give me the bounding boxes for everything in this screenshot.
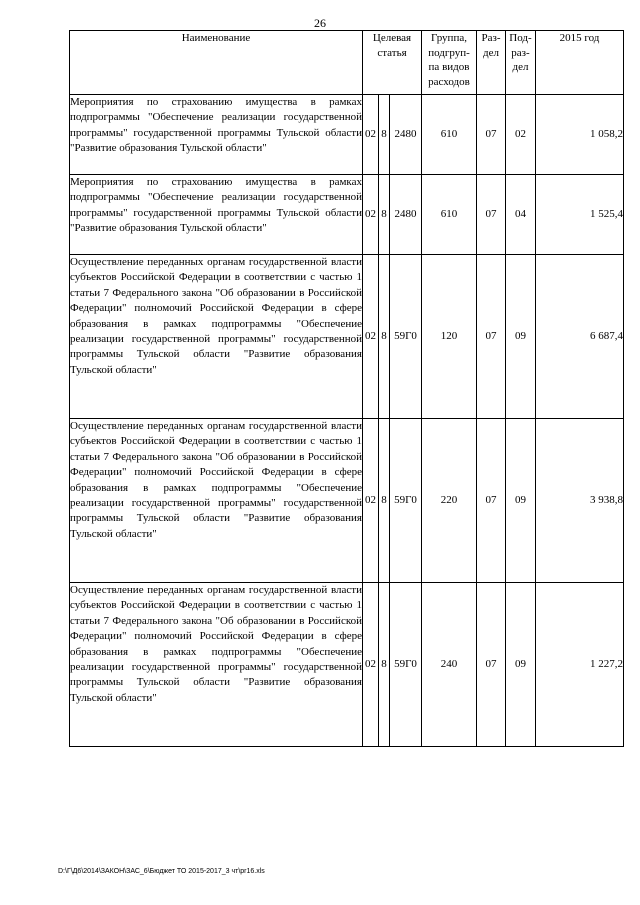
budget-table bbox=[69, 30, 624, 747]
table-row bbox=[70, 95, 624, 175]
row-cs-subprogram: 8 bbox=[379, 583, 390, 747]
row-group: 610 bbox=[422, 175, 477, 255]
row-amount: 1 058,2 bbox=[536, 95, 624, 175]
row-group: 220 bbox=[422, 419, 477, 583]
header-name: Наименование bbox=[70, 31, 363, 95]
row-section: 07 bbox=[477, 95, 506, 175]
row-cs-direction: 2480 bbox=[390, 175, 422, 255]
row-cs-subprogram: 8 bbox=[379, 175, 390, 255]
row-cs-direction: 2480 bbox=[390, 95, 422, 175]
table-row bbox=[70, 419, 624, 583]
row-group: 610 bbox=[422, 95, 477, 175]
file-path-footer: D:\Г\Д6\2014\ЗАКОН\ЗАС_6\Бюджет ТО 2015-2017_3 чт\pr16.xls bbox=[58, 868, 265, 875]
row-subsection: 09 bbox=[506, 419, 536, 583]
row-cs-subprogram: 8 bbox=[379, 255, 390, 419]
row-subsection: 04 bbox=[506, 175, 536, 255]
row-cs-subprogram: 8 bbox=[379, 95, 390, 175]
row-section: 07 bbox=[477, 583, 506, 747]
table-row bbox=[70, 583, 624, 747]
row-name: Мероприятия по страхованию имущества в рамках подпрограммы "Обеспечение реализации государственной программы" государственной программы Тульской области "Развитие образования Тульской области" bbox=[70, 95, 363, 175]
table-row bbox=[70, 255, 624, 419]
row-group: 120 bbox=[422, 255, 477, 419]
row-section: 07 bbox=[477, 419, 506, 583]
row-cs-direction: 59Г0 bbox=[390, 583, 422, 747]
row-cs-program: 02 bbox=[363, 95, 379, 175]
row-subsection: 09 bbox=[506, 255, 536, 419]
header-target-article: Целевая статья bbox=[363, 31, 422, 95]
header-section: Раз- дел bbox=[477, 31, 506, 95]
row-amount: 3 938,8 bbox=[536, 419, 624, 583]
header-group: Группа, подгруп- па видов расходов bbox=[422, 31, 477, 95]
header-row bbox=[70, 31, 624, 95]
table-row bbox=[70, 175, 624, 255]
header-subsection: Под- раз- дел bbox=[506, 31, 536, 95]
row-section: 07 bbox=[477, 175, 506, 255]
row-cs-direction: 59Г0 bbox=[390, 419, 422, 583]
row-subsection: 02 bbox=[506, 95, 536, 175]
row-name: Осуществление переданных органам государственной власти субъектов Российской Федерации в соответствии с частью 1 статьи 7 Федерального закона "Об образовании в Российской Федерации" полномочий Российской Федерации в сфере образования в рамках подпрограммы "Обеспечение реализации государственной программы" государственной программы Тульской области "Развитие образования Тульской области" bbox=[70, 255, 363, 419]
row-name: Мероприятия по страхованию имущества в рамках подпрограммы "Обеспечение реализации государственной программы" государственной программы Тульской области "Развитие образования Тульской области" bbox=[70, 175, 363, 255]
row-cs-program: 02 bbox=[363, 175, 379, 255]
row-subsection: 09 bbox=[506, 583, 536, 747]
row-amount: 6 687,4 bbox=[536, 255, 624, 419]
row-cs-program: 02 bbox=[363, 419, 379, 583]
row-cs-direction: 59Г0 bbox=[390, 255, 422, 419]
row-amount: 1 227,2 bbox=[536, 583, 624, 747]
row-section: 07 bbox=[477, 255, 506, 419]
row-cs-program: 02 bbox=[363, 583, 379, 747]
row-cs-program: 02 bbox=[363, 255, 379, 419]
row-group: 240 bbox=[422, 583, 477, 747]
row-name: Осуществление переданных органам государственной власти субъектов Российской Федерации в соответствии с частью 1 статьи 7 Федерального закона "Об образовании в Российской Федерации" полномочий Российской Федерации в сфере образования в рамках подпрограммы "Обеспечение реализации государственной программы" государственной программы Тульской области "Развитие образования Тульской области" bbox=[70, 583, 363, 747]
row-cs-subprogram: 8 bbox=[379, 419, 390, 583]
row-name: Осуществление переданных органам государственной власти субъектов Российской Федерации в соответствии с частью 1 статьи 7 Федерального закона "Об образовании в Российской Федерации" полномочий Российской Федерации в сфере образования в рамках подпрограммы "Обеспечение реализации государственной программы" государственной программы Тульской области "Развитие образования Тульской области" bbox=[70, 419, 363, 583]
header-year: 2015 год bbox=[536, 31, 624, 95]
row-amount: 1 525,4 bbox=[536, 175, 624, 255]
page-number: 26 bbox=[314, 16, 326, 30]
